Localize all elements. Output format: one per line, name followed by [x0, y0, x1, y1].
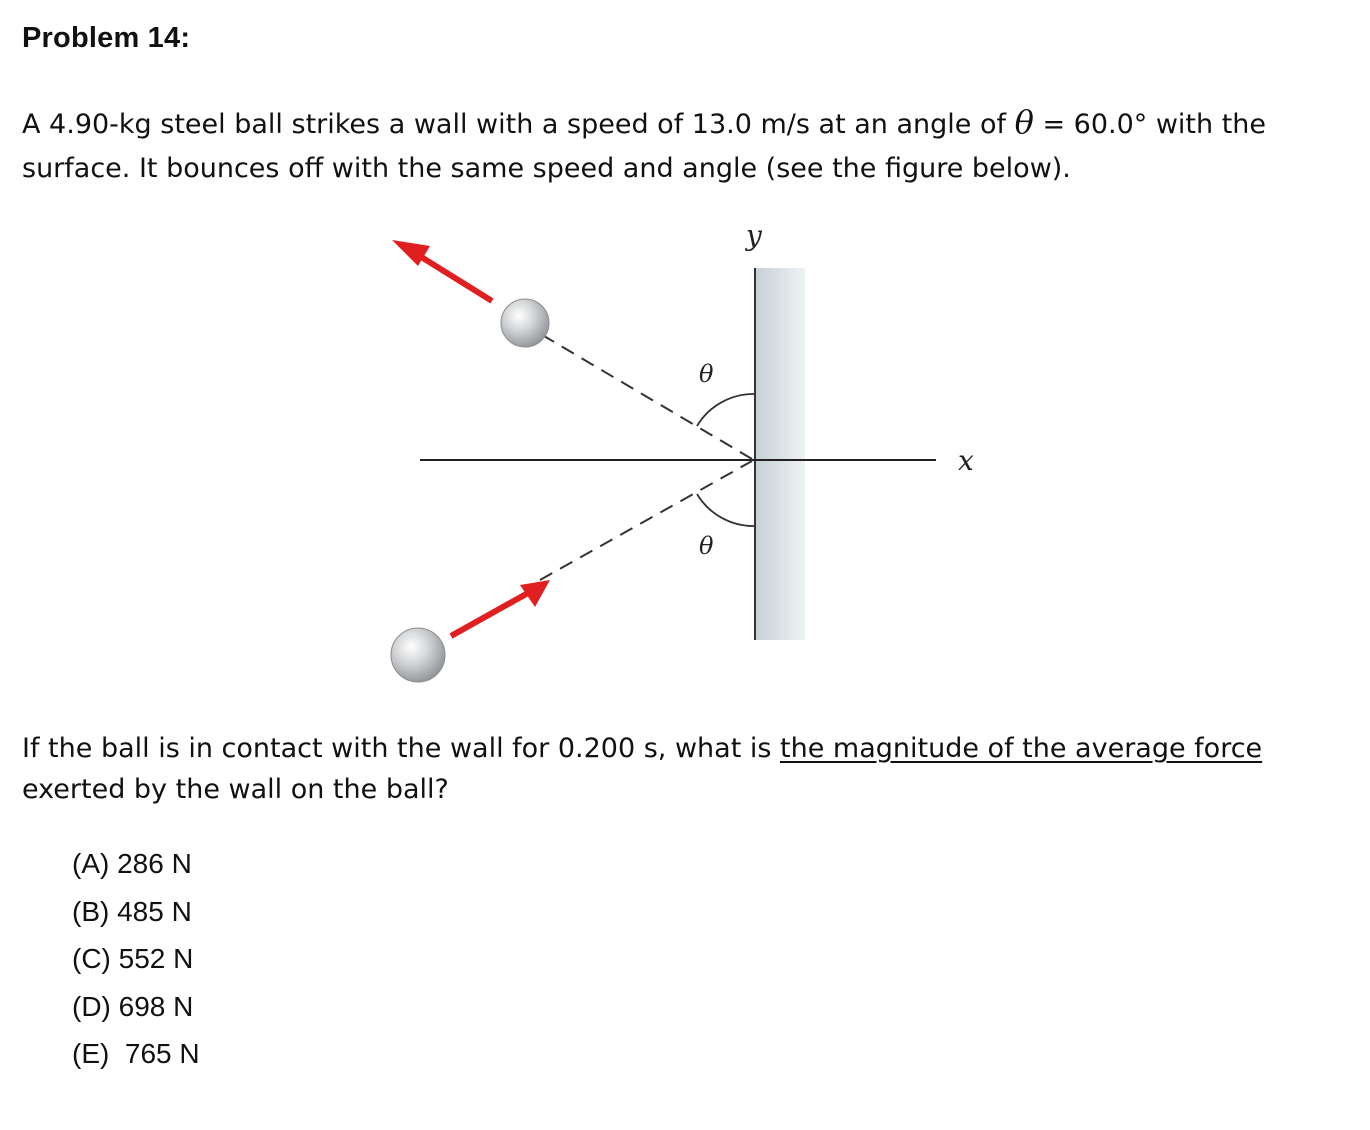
- answer-options: [72, 840, 200, 1078]
- y-axis-label: y: [746, 219, 762, 252]
- wall-collision-figure: [380, 215, 1000, 695]
- option-d[interactable]: (D) 698 N: [72, 990, 194, 1022]
- theta-label-bottom: θ: [699, 532, 714, 560]
- question-text: [22, 728, 1352, 810]
- option-b[interactable]: (B) 485 N: [72, 895, 192, 927]
- problem-title: Problem 14:: [22, 22, 191, 54]
- option-e[interactable]: (E) 765 N: [72, 1038, 200, 1069]
- outgoing-velocity-arrow-shaft: [418, 255, 492, 301]
- wall: [755, 268, 805, 640]
- angle-arc-top: [697, 394, 755, 426]
- question-underlined: the magnitude of the average force: [780, 733, 1263, 764]
- question-text-2: exerted by the wall on the ball?: [22, 774, 449, 805]
- statement-text-2: = 60.0° with the surface. It bounces off with the same speed and angle (see the figure below).: [22, 109, 1267, 184]
- theta-label-top: θ: [699, 360, 714, 388]
- problem-statement: [22, 100, 1352, 191]
- angle-arc-bottom: [697, 494, 755, 526]
- incoming-path: [540, 461, 752, 580]
- outgoing-path: [544, 336, 752, 459]
- question-text-1: If the ball is in contact with the wall for 0.200 s, what is: [22, 733, 781, 764]
- outgoing-ball: [501, 299, 549, 347]
- x-axis-label: x: [958, 444, 974, 477]
- incoming-ball: [391, 628, 445, 682]
- statement-text-1: A 4.90-kg steel ball strikes a wall with a speed of 13.0 m/s at an angle of: [22, 109, 1015, 140]
- theta-symbol: θ: [1014, 103, 1034, 141]
- option-a[interactable]: (A) 286 N: [72, 848, 192, 879]
- option-c[interactable]: (C) 552 N: [72, 943, 194, 974]
- incoming-velocity-arrow-shaft: [451, 593, 528, 636]
